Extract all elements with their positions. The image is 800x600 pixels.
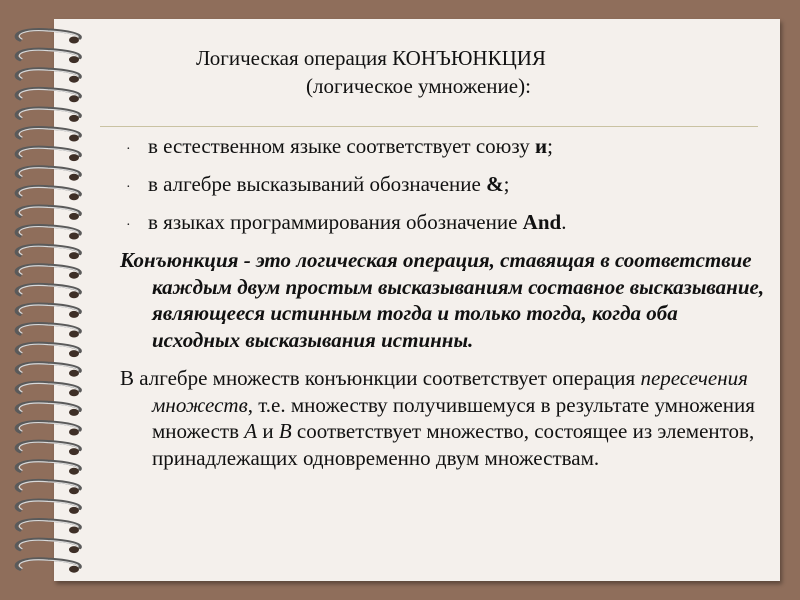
bullet-end: .: [561, 210, 567, 234]
binding-hole: [69, 468, 79, 475]
binding-hole: [69, 115, 79, 122]
sets-italic-3: В: [278, 419, 292, 443]
binding-hole: [69, 409, 79, 416]
bullet-item-2: [120, 171, 768, 201]
bullet-end: ;: [547, 134, 553, 158]
binding-hole: [69, 389, 79, 396]
binding-hole: [69, 546, 79, 553]
sets-text-1: В алгебре множеств конъюнкции соответствует операция: [120, 366, 641, 390]
binding-hole: [69, 193, 79, 200]
binding-hole: [69, 135, 79, 142]
title-line-2: [150, 72, 710, 100]
binding-hole: [69, 487, 79, 494]
bullet-dot-icon: ·: [126, 180, 131, 195]
bullet-bold: &: [486, 172, 504, 196]
bullet-text: в естественном языке соответствует союзу: [148, 134, 535, 158]
title-line-2-suffix: :: [525, 74, 531, 98]
binding-hole: [69, 331, 79, 338]
bullet-item-3: [120, 209, 768, 239]
bullet-dot-icon: ·: [126, 218, 131, 233]
bullet-item-1: [120, 133, 768, 163]
binding-hole: [69, 56, 79, 63]
bullet-bold: And: [522, 210, 562, 234]
sets-text-4: соответствует множество, состоящее из элементов, принадлежащих одновременно двум множествам.: [152, 419, 755, 470]
sets-text-3: и: [257, 419, 279, 443]
binding-hole: [69, 429, 79, 436]
binding-hole: [69, 174, 79, 181]
divider-line: [100, 126, 758, 127]
binding-hole: [69, 252, 79, 259]
title-line-2-text: (логическое умножение): [306, 74, 526, 98]
binding-hole: [69, 291, 79, 298]
bullet-bold: и: [534, 134, 548, 158]
binding-hole: [69, 527, 79, 534]
spiral-binding-icon: [0, 0, 90, 600]
sets-italic-2: А: [244, 419, 258, 443]
bullet-dot-icon: ·: [126, 142, 131, 157]
binding-hole: [69, 213, 79, 220]
binding-hole: [69, 95, 79, 102]
binding-hole: [69, 76, 79, 83]
binding-hole: [69, 350, 79, 357]
binding-hole: [69, 507, 79, 514]
binding-hole: [69, 233, 79, 240]
binding-hole: [69, 272, 79, 279]
binding-hole: [69, 311, 79, 318]
binding-hole: [69, 370, 79, 377]
binding-hole: [69, 37, 79, 44]
title-line-1: Логическая операция КОНЪЮНКЦИЯ: [196, 46, 546, 70]
sets-text-2: , т.е. множеству получившемуся в результате умножения множеств: [152, 392, 755, 443]
slide-content: [120, 133, 768, 471]
binding-hole: [69, 566, 79, 573]
bullet-end: ;: [503, 172, 510, 196]
sets-paragraph: [120, 365, 768, 471]
binding-hole: [69, 154, 79, 161]
slide-title: [150, 44, 710, 100]
sets-italic-1: пересечения множеств: [152, 366, 748, 417]
binding-hole: [69, 448, 79, 455]
bullet-text: в алгебре высказываний обозначение: [148, 172, 487, 196]
bullet-text: в языках программирования обозначение: [148, 210, 523, 234]
definition-paragraph: Конъюнкция - это логическая операция, ставящая в соответствие каждым двум простым высказываниям составное высказывание, являющееся истинным тогда и только тогда, когда оба исходных высказывания истинны.: [120, 248, 765, 352]
